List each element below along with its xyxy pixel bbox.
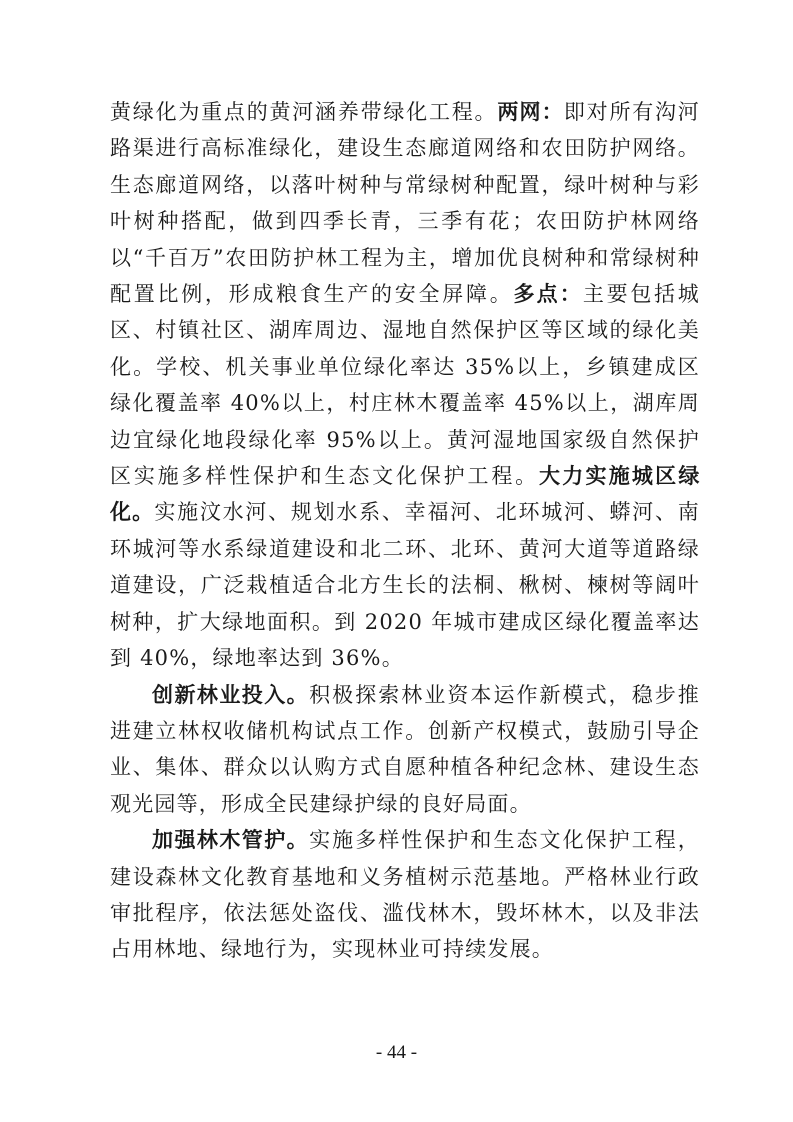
paragraph-green-network bbox=[110, 94, 700, 677]
text-segment: 即对所有沟河路渠进行高标准绿化，建设生态廊道网络和农田防护网络。生态廊道网络，以落叶树种与常绿树种配置，绿叶树种与彩叶树种搭配，做到四季长青，三季有花；农田防护林网络以“千百万”农田防护林工程为主，增加优良树种和常绿树种配置比例，形成粮食生产的安全屏障。 bbox=[110, 100, 700, 307]
body-text bbox=[110, 94, 700, 968]
text-segment: 实施汶水河、规划水系、幸福河、北环城河、蟒河、南环城河等水系绿道建设和北二环、北环、黄河大道等道路绿道建设，广泛栽植适合北方生长的法桐、楸树、楝树等阔叶树种，扩大绿地面积。到 2020 年城市建成区绿化覆盖率达到 40%，绿地率达到 36%。 bbox=[110, 500, 700, 671]
heading-forestry-investment: 创新林业投入。 bbox=[152, 682, 310, 707]
heading-two-networks: 两网： bbox=[497, 100, 564, 124]
text-segment: 黄绿化为重点的黄河涵养带绿化工程。 bbox=[110, 100, 498, 124]
heading-multiple-points: 多点： bbox=[513, 282, 583, 307]
text-segment: 积极探索林业资本运作新模式，稳步推进建立林权收储机构试点工作。创新产权模式，鼓励引导企业、集体、群众以认购方式自愿种植各种纪念林、建设生态观光园等，形成全民建绿护绿的良好局面。 bbox=[110, 682, 700, 816]
page-number: - 44 - bbox=[375, 1042, 418, 1063]
text-segment: 实施多样性保护和生态文化保护工程，建设森林文化教育基地和义务植树示范基地。严格林业行政审批程序，依法惩处盗伐、滥伐林木，毁坏林木，以及非法占用林地、绿地行为，实现林业可持续发展。 bbox=[110, 828, 700, 962]
heading-forest-management: 加强林木管护。 bbox=[152, 828, 310, 853]
paragraph-forestry-investment bbox=[110, 677, 700, 823]
heading-urban-greening: 大力实施城区绿化。 bbox=[110, 464, 700, 525]
text-segment: 主要包括城区、村镇社区、湖库周边、湿地自然保护区等区域的绿化美化。学校、机关事业单位绿化率达 35%以上，乡镇建成区绿化覆盖率 40%以上，村庄林木覆盖率 45%以上，湖库周边宜绿化地段绿化率 95%以上。黄河湿地国家级自然保护区实施多样性保护和生态文化保护工程。 bbox=[110, 282, 700, 489]
paragraph-forest-management bbox=[110, 822, 700, 968]
